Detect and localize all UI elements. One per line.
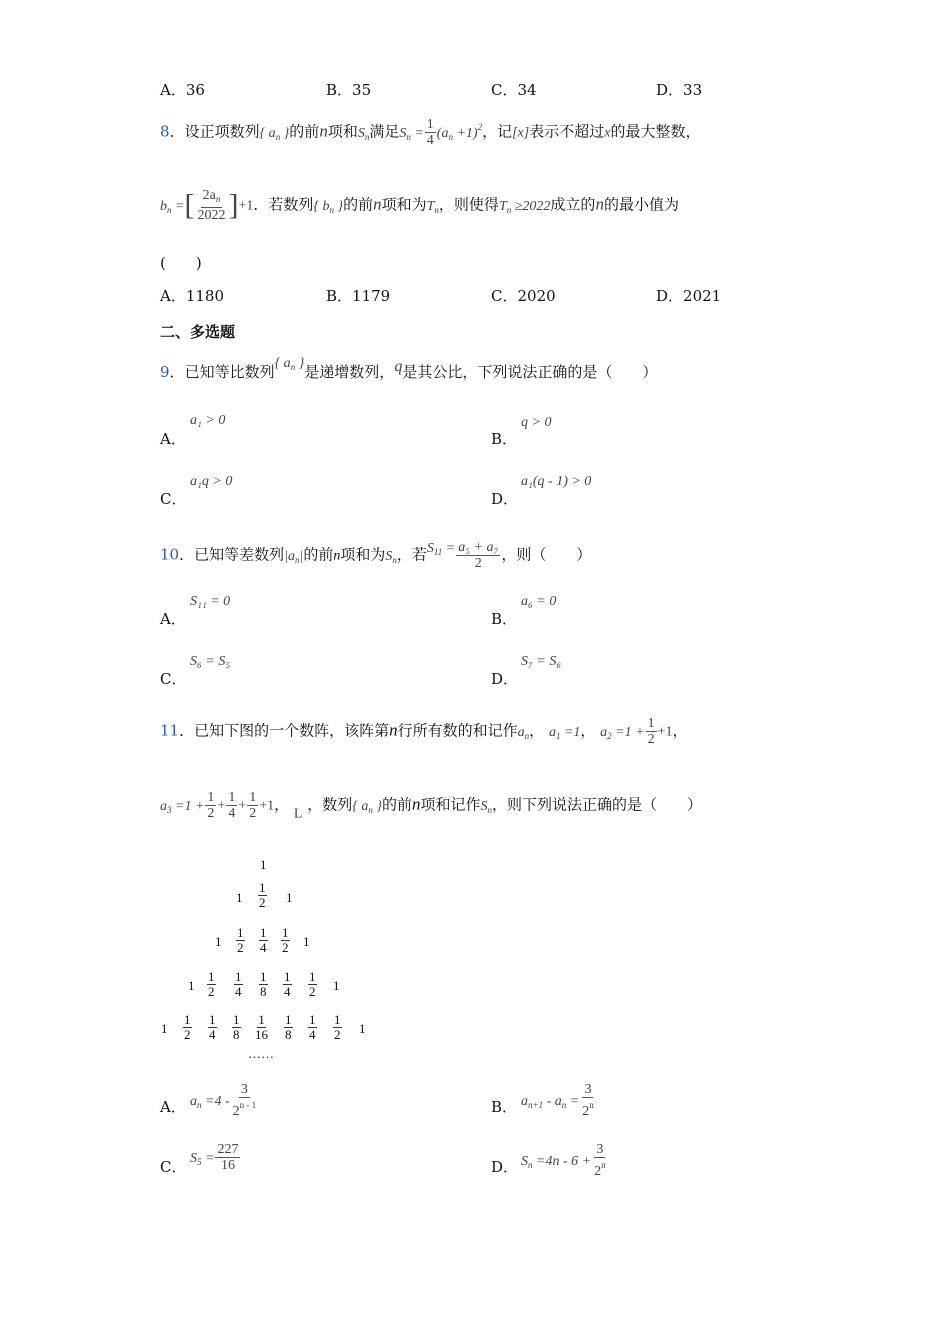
- q10-text: 的前: [303, 545, 334, 564]
- q8-option-b: B．1179: [326, 287, 391, 305]
- q7-option-a: A．36: [160, 81, 205, 99]
- question-10-line: 10．已知等差数列$|a_n|$的前n项和为$S_n$，若$S_{11}$ = $\frac{\text{a₅ + a₇}}{2}$ ，则（ ）: [160, 540, 592, 571]
- q9-text: 是其公比，下列说法正确的是（ ）: [402, 363, 658, 381]
- fraction-denominator: 16: [220, 1158, 235, 1173]
- q9-option-d-math: a₁(q - 1) > 0: [521, 474, 592, 489]
- q9-option-a-label: A．: [160, 430, 186, 448]
- question-8-line2: $b_n$ =[ $\frac{2a_n}{2022}$ ]+1．若数列{ $b_n$ }的前n项和为$T_n$，则使得$T_n \ge 2022$成立的n的最小值为: [160, 188, 679, 223]
- q11-text: ，: [529, 721, 545, 740]
- fraction-denominator: 2: [474, 556, 482, 571]
- q11-text: 的前: [381, 795, 412, 814]
- q8-text: 设正项数列: [184, 122, 260, 141]
- q9-option-c-label: C．: [160, 490, 187, 508]
- q9-option-c-math: a₁q > 0: [190, 474, 233, 489]
- q8-text: 满足: [369, 122, 400, 141]
- q8-option-d: D．2021: [656, 287, 722, 305]
- section-heading: 二、多选题: [160, 323, 236, 341]
- q10-option-a-math: S₁₁ = 0: [190, 594, 231, 609]
- q10-text: 已知等差数列: [194, 545, 285, 564]
- q11-option-d-label: D．: [491, 1158, 519, 1176]
- question-8-line1: 8．设正项数列{ $a_n$ }的前n项和$S_n$满足$S_n$ = $\frac{1}{4}$ $(a_n +1)^2$，记[x]表示不超过x的最大整数，: [160, 117, 701, 148]
- q11-option-a-label: A．: [160, 1098, 186, 1116]
- fraction-numerator: 3: [240, 1082, 248, 1097]
- q8-text: ．若数列: [253, 195, 314, 214]
- triangle-ellipsis: ……: [248, 1046, 274, 1061]
- q8-text: 的最大整数，: [610, 122, 701, 141]
- q8-text: 的前: [343, 195, 374, 214]
- q7-option-d: D．33: [656, 81, 703, 99]
- q9-option-a-math: a₁ > 0: [190, 413, 226, 428]
- q11-option-a-math: $a_n =4$ - $\frac{3}{2^{n - 1}}$: [190, 1082, 257, 1119]
- q11-option-c-label: C．: [160, 1158, 187, 1176]
- q11-option-c-math: $S_5$ = $\frac{227}{16}$: [190, 1142, 239, 1173]
- q8-text: 项和: [327, 122, 358, 141]
- q7-option-b: B．35: [326, 81, 372, 99]
- q10-option-d-math: S₇ = S₆: [521, 654, 562, 669]
- q8-text: 成立的: [550, 195, 596, 214]
- q10-option-d-label: D．: [491, 670, 519, 688]
- q10-text: ，则（ ）: [501, 545, 592, 564]
- q11-option-b-label: B．: [491, 1098, 518, 1116]
- q8-text: 的前: [289, 122, 320, 141]
- q8-text: 表示不超过: [529, 122, 605, 141]
- q9-text: 已知等比数列: [184, 363, 275, 381]
- q9-option-b-label: B．: [491, 430, 518, 448]
- fraction-denominator: 2022: [197, 208, 226, 223]
- q11-text: ，则下列说法正确的是（ ）: [492, 795, 703, 814]
- q10-text: 项和为: [340, 545, 386, 564]
- q9-option-d-label: D．: [491, 490, 519, 508]
- q8-text: ，记: [482, 122, 513, 141]
- question-number: 10: [160, 545, 180, 564]
- q11-text: 已知下图的一个数阵，该阵第: [194, 721, 390, 740]
- q8-text: ，则使得: [438, 195, 499, 214]
- q11-text: 行所有数的和记作: [397, 721, 518, 740]
- q10-option-c-label: C．: [160, 670, 187, 688]
- question-number: 11: [160, 721, 180, 740]
- fraction-numerator: 2a: [202, 188, 216, 203]
- q8-option-c: C．2020: [491, 287, 556, 305]
- q11-text: ，数列: [307, 795, 353, 814]
- question-number: 8: [160, 122, 170, 141]
- fraction-numerator: 1: [426, 117, 434, 132]
- fraction-numerator: a₅ + a₇: [458, 540, 499, 555]
- q11-text: 项和记作: [420, 795, 481, 814]
- q10-text: ，若: [396, 545, 427, 564]
- q11-option-d-math: $S_n =4n - 6$ + $\frac{3}{2^n}$: [521, 1142, 606, 1179]
- q11-option-b-math: $a_{n+1} - a_n$ = $\frac{3}{2^n}$: [521, 1082, 594, 1119]
- q10-option-b-math: a₆ = 0: [521, 594, 557, 609]
- q10-option-c-math: S₆ = S₅: [190, 654, 231, 669]
- fraction-numerator: 227: [217, 1142, 239, 1157]
- q10-option-b-label: B．: [491, 610, 518, 628]
- q7-option-c: C．34: [491, 81, 537, 99]
- threshold-value: 2022: [522, 198, 551, 214]
- number-triangle: 1 1 1 2 1 1 1 2 1 4 1 2 1 1 1 2 1 4 1 8 1 4 1 2 1 1 1 2 1 4 1 8 1 16 1 8 1 4 1 2 1 ……: [161, 857, 366, 1061]
- question-number: 9: [160, 363, 170, 381]
- q9-text: 是递增数列，: [304, 363, 395, 381]
- q8-text: 项和为: [381, 195, 427, 214]
- q8-option-a: A．1180: [160, 287, 225, 305]
- q10-option-a-label: A．: [160, 610, 186, 628]
- fraction-numerator: 3: [584, 1082, 592, 1097]
- q8-answer-paren: ( ): [160, 254, 202, 272]
- question-11-line2: $a_3 =1$ + $\frac{1}{2}$ + $\frac{1}{4}$ + $\frac{1}{2}$ +1， L ，数列{ $a_n$ }的前n项和记作$S_n$，则下列说法正确的是（ ）: [160, 790, 703, 822]
- fraction-numerator: 3: [596, 1142, 604, 1157]
- fraction-denominator: 4: [426, 133, 434, 148]
- q9-option-b-math: q > 0: [521, 415, 552, 430]
- question-11-line1: 11．已知下图的一个数阵，该阵第n行所有数的和记作$a_n$， $a_1 =1$， $a_2 =1$ + $\frac{1}{2}$ +1，: [160, 716, 688, 747]
- question-9-line: 9．已知等比数列{ $a_n$ }是递增数列，q是其公比，下列说法正确的是（ ）: [160, 356, 658, 381]
- q8-text: 的最小值为: [603, 195, 679, 214]
